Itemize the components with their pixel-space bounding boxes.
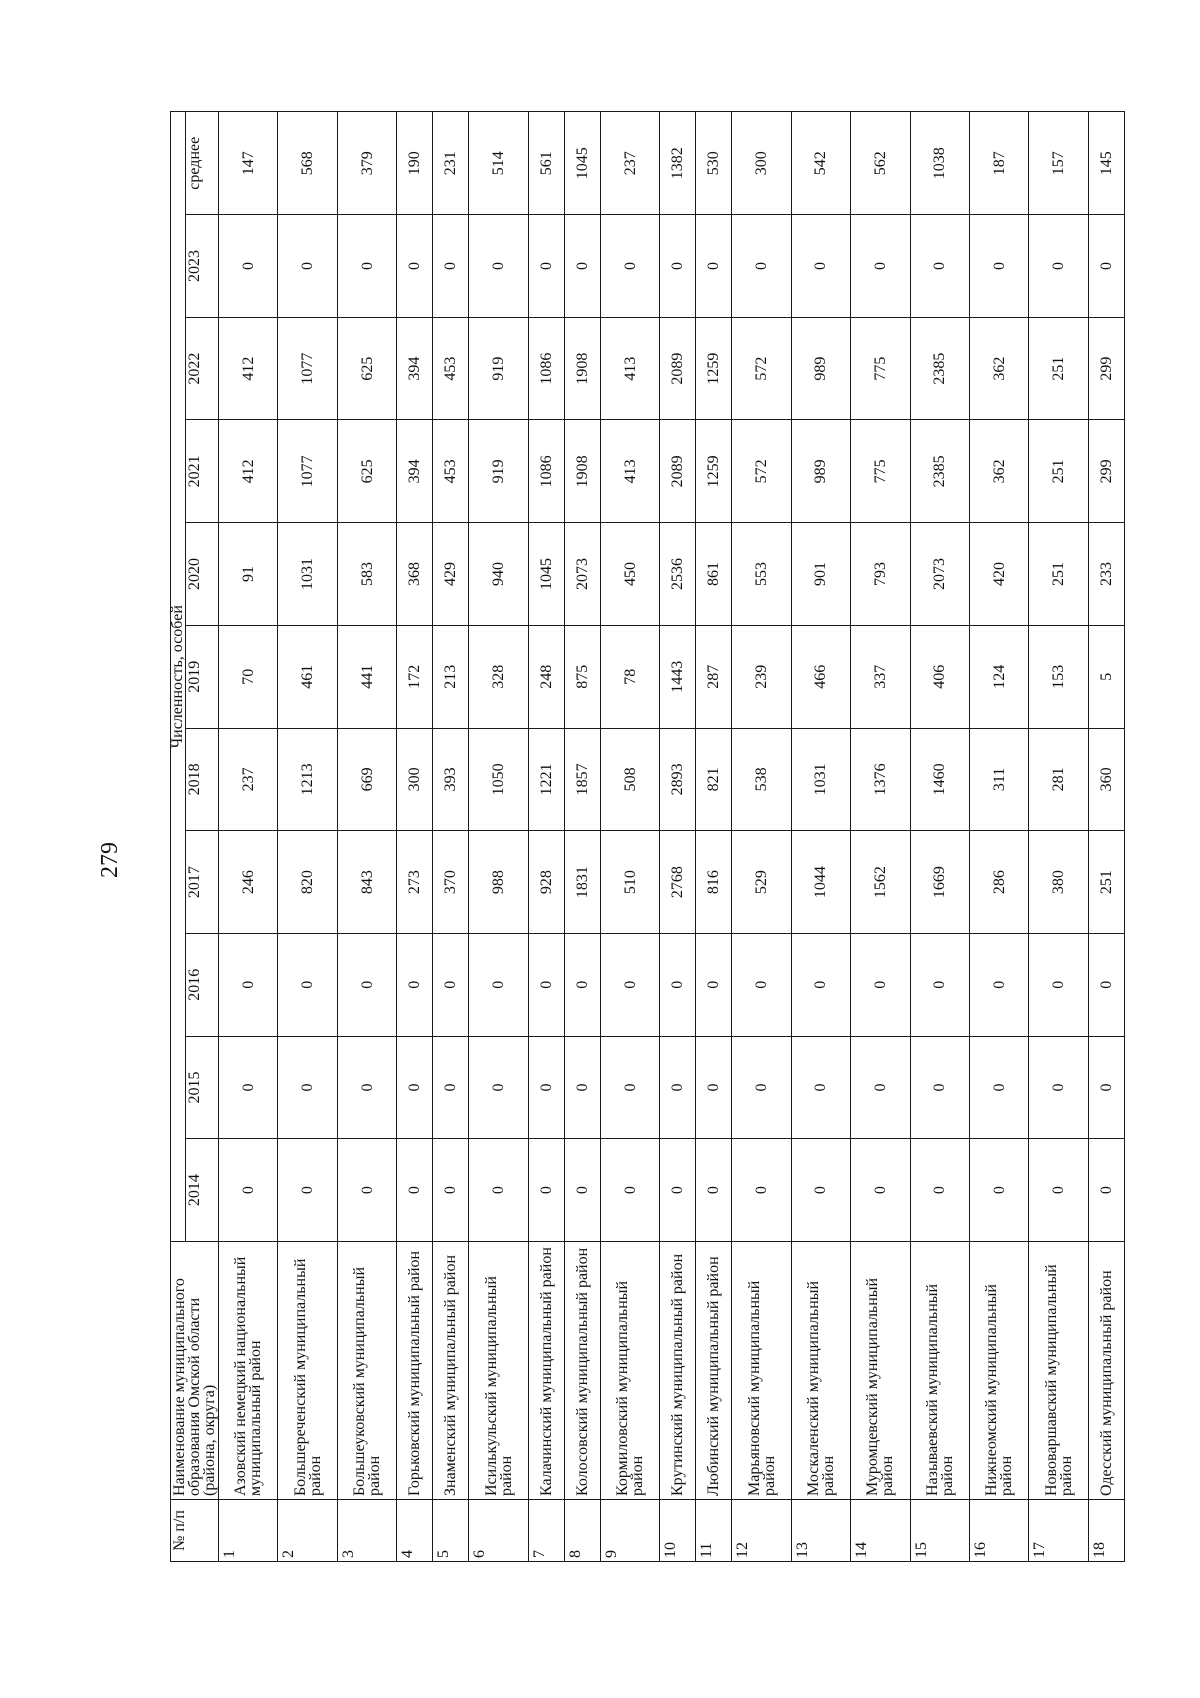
table-row [564, 112, 600, 1562]
count-cell: 0 [600, 215, 659, 318]
count-cell: 572 [732, 317, 791, 420]
average-cell: 190 [397, 112, 433, 215]
count-cell: 337 [851, 625, 910, 728]
count-cell: 928 [528, 831, 564, 934]
count-cell: 583 [337, 523, 396, 626]
average-cell: 568 [278, 112, 337, 215]
count-cell: 1460 [910, 728, 969, 831]
count-cell: 775 [851, 420, 910, 523]
average-cell: 231 [433, 112, 469, 215]
count-cell: 0 [219, 215, 278, 318]
count-cell: 466 [791, 625, 850, 728]
count-cell: 0 [696, 215, 732, 318]
count-cell: 901 [791, 523, 850, 626]
count-cell: 248 [528, 625, 564, 728]
count-cell: 1077 [278, 317, 337, 420]
count-cell: 669 [337, 728, 396, 831]
district-name: Нововаршавский муниципальный район [1029, 1242, 1088, 1500]
count-cell: 793 [851, 523, 910, 626]
population-table [170, 111, 1125, 1562]
count-cell: 821 [696, 728, 732, 831]
header-year: 2020 [186, 523, 219, 626]
count-cell: 0 [1029, 933, 1088, 1036]
count-cell: 0 [469, 215, 528, 318]
count-cell: 0 [660, 933, 696, 1036]
count-cell: 441 [337, 625, 396, 728]
count-cell: 0 [469, 1139, 528, 1242]
count-cell: 233 [1088, 523, 1124, 626]
count-cell: 508 [600, 728, 659, 831]
count-cell: 0 [528, 933, 564, 1036]
count-cell: 0 [970, 933, 1029, 1036]
count-cell: 988 [469, 831, 528, 934]
count-cell: 328 [469, 625, 528, 728]
count-cell: 0 [564, 933, 600, 1036]
count-cell: 0 [851, 933, 910, 1036]
count-cell: 0 [278, 933, 337, 1036]
count-cell: 0 [910, 215, 969, 318]
count-cell: 362 [970, 420, 1029, 523]
count-cell: 553 [732, 523, 791, 626]
count-cell: 1086 [528, 317, 564, 420]
count-cell: 1213 [278, 728, 337, 831]
table-body [219, 112, 1125, 1562]
row-number: 2 [278, 1500, 337, 1562]
count-cell: 251 [1029, 317, 1088, 420]
table-row [219, 112, 278, 1562]
count-cell: 2089 [660, 420, 696, 523]
count-cell: 281 [1029, 728, 1088, 831]
count-cell: 919 [469, 420, 528, 523]
count-cell: 0 [219, 1139, 278, 1242]
table-row [851, 112, 910, 1562]
header-year: 2023 [186, 215, 219, 318]
count-cell: 0 [469, 933, 528, 1036]
count-cell: 453 [433, 420, 469, 523]
count-cell: 0 [433, 1139, 469, 1242]
count-cell: 0 [791, 1036, 850, 1139]
table-row [397, 112, 433, 1562]
header-group: Численность, особей [171, 112, 186, 1242]
count-cell: 91 [219, 523, 278, 626]
count-cell: 1562 [851, 831, 910, 934]
count-cell: 2073 [910, 523, 969, 626]
header-name: Наименование муниципального образования Омской области (района, округа) [171, 1242, 219, 1500]
count-cell: 0 [1029, 1036, 1088, 1139]
count-cell: 0 [528, 1036, 564, 1139]
count-cell: 394 [397, 420, 433, 523]
table-row [337, 112, 396, 1562]
count-cell: 0 [696, 1036, 732, 1139]
average-cell: 1038 [910, 112, 969, 215]
count-cell: 0 [1088, 215, 1124, 318]
count-cell: 0 [660, 1036, 696, 1139]
average-cell: 300 [732, 112, 791, 215]
count-cell: 213 [433, 625, 469, 728]
count-cell: 0 [219, 1036, 278, 1139]
count-cell: 380 [1029, 831, 1088, 934]
count-cell: 0 [660, 215, 696, 318]
count-cell: 453 [433, 317, 469, 420]
count-cell: 251 [1088, 831, 1124, 934]
average-cell: 542 [791, 112, 850, 215]
count-cell: 0 [970, 215, 1029, 318]
row-number: 11 [696, 1500, 732, 1562]
row-number: 12 [732, 1500, 791, 1562]
count-cell: 394 [397, 317, 433, 420]
average-cell: 379 [337, 112, 396, 215]
count-cell: 0 [1088, 933, 1124, 1036]
count-cell: 0 [337, 1036, 396, 1139]
row-number: 9 [600, 1500, 659, 1562]
count-cell: 940 [469, 523, 528, 626]
district-name: Нижнеомский муниципальный район [970, 1242, 1029, 1500]
count-cell: 0 [564, 1139, 600, 1242]
count-cell: 1259 [696, 317, 732, 420]
count-cell: 0 [970, 1139, 1029, 1242]
count-cell: 0 [397, 215, 433, 318]
count-cell: 820 [278, 831, 337, 934]
row-number: 14 [851, 1500, 910, 1562]
average-cell: 1382 [660, 112, 696, 215]
count-cell: 0 [337, 1139, 396, 1242]
count-cell: 989 [791, 420, 850, 523]
count-cell: 287 [696, 625, 732, 728]
count-cell: 70 [219, 625, 278, 728]
count-cell: 0 [910, 1139, 969, 1242]
count-cell: 0 [337, 215, 396, 318]
count-cell: 1031 [278, 523, 337, 626]
count-cell: 2089 [660, 317, 696, 420]
count-cell: 0 [1088, 1139, 1124, 1242]
count-cell: 251 [1029, 420, 1088, 523]
count-cell: 0 [433, 1036, 469, 1139]
row-number: 8 [564, 1500, 600, 1562]
count-cell: 919 [469, 317, 528, 420]
table-row [732, 112, 791, 1562]
count-cell: 1908 [564, 317, 600, 420]
count-cell: 5 [1088, 625, 1124, 728]
table-row [1088, 112, 1124, 1562]
count-cell: 816 [696, 831, 732, 934]
rotated-table-container [169, 112, 1115, 1562]
count-cell: 0 [1029, 215, 1088, 318]
count-cell: 0 [910, 1036, 969, 1139]
count-cell: 360 [1088, 728, 1124, 831]
count-cell: 299 [1088, 317, 1124, 420]
count-cell: 0 [1088, 1036, 1124, 1139]
count-cell: 461 [278, 625, 337, 728]
count-cell: 510 [600, 831, 659, 934]
count-cell: 153 [1029, 625, 1088, 728]
count-cell: 450 [600, 523, 659, 626]
row-number: 16 [970, 1500, 1029, 1562]
header-year: 2015 [186, 1036, 219, 1139]
count-cell: 0 [791, 933, 850, 1036]
count-cell: 273 [397, 831, 433, 934]
count-cell: 286 [970, 831, 1029, 934]
row-number: 4 [397, 1500, 433, 1562]
count-cell: 362 [970, 317, 1029, 420]
header-year: 2014 [186, 1139, 219, 1242]
count-cell: 1050 [469, 728, 528, 831]
count-cell: 412 [219, 317, 278, 420]
count-cell: 0 [910, 933, 969, 1036]
row-number: 10 [660, 1500, 696, 1562]
count-cell: 0 [219, 933, 278, 1036]
count-cell: 429 [433, 523, 469, 626]
count-cell: 1221 [528, 728, 564, 831]
average-cell: 157 [1029, 112, 1088, 215]
average-cell: 187 [970, 112, 1029, 215]
district-name: Знаменский муниципальный район [433, 1242, 469, 1500]
average-cell: 562 [851, 112, 910, 215]
district-name: Калачинский муниципальный район [528, 1242, 564, 1500]
average-cell: 1045 [564, 112, 600, 215]
count-cell: 311 [970, 728, 1029, 831]
table-row [528, 112, 564, 1562]
count-cell: 2385 [910, 317, 969, 420]
count-cell: 2385 [910, 420, 969, 523]
count-cell: 2768 [660, 831, 696, 934]
row-number: 13 [791, 1500, 850, 1562]
count-cell: 0 [732, 933, 791, 1036]
count-cell: 0 [851, 1036, 910, 1139]
row-number: 17 [1029, 1500, 1088, 1562]
count-cell: 78 [600, 625, 659, 728]
count-cell: 0 [278, 215, 337, 318]
average-cell: 147 [219, 112, 278, 215]
count-cell: 0 [564, 215, 600, 318]
count-cell: 172 [397, 625, 433, 728]
count-cell: 412 [219, 420, 278, 523]
count-cell: 1077 [278, 420, 337, 523]
count-cell: 300 [397, 728, 433, 831]
count-cell: 0 [732, 1036, 791, 1139]
count-cell: 572 [732, 420, 791, 523]
count-cell: 538 [732, 728, 791, 831]
count-cell: 0 [528, 1139, 564, 1242]
district-name: Называевский муниципальный район [910, 1242, 969, 1500]
row-number: 1 [219, 1500, 278, 1562]
district-name: Крутинский муниципальный район [660, 1242, 696, 1500]
average-cell: 237 [600, 112, 659, 215]
count-cell: 393 [433, 728, 469, 831]
header-year: 2019 [186, 625, 219, 728]
count-cell: 299 [1088, 420, 1124, 523]
count-cell: 0 [397, 933, 433, 1036]
count-cell: 0 [696, 933, 732, 1036]
count-cell: 1857 [564, 728, 600, 831]
count-cell: 0 [397, 1139, 433, 1242]
count-cell: 413 [600, 420, 659, 523]
count-cell: 1259 [696, 420, 732, 523]
table-row [1029, 112, 1088, 1562]
count-cell: 0 [528, 215, 564, 318]
count-cell: 2073 [564, 523, 600, 626]
header-year: 2017 [186, 831, 219, 934]
count-cell: 124 [970, 625, 1029, 728]
table-row [970, 112, 1029, 1562]
count-cell: 861 [696, 523, 732, 626]
district-name: Марьяновский муниципальный район [732, 1242, 791, 1500]
district-name: Азовский немецкий национальный муниципальный район [219, 1242, 278, 1500]
header-num: № п/п [171, 1500, 219, 1562]
district-name: Большереченский муниципальный район [278, 1242, 337, 1500]
header-year: 2016 [186, 933, 219, 1036]
table-row [278, 112, 337, 1562]
count-cell: 1045 [528, 523, 564, 626]
count-cell: 2536 [660, 523, 696, 626]
count-cell: 1376 [851, 728, 910, 831]
count-cell: 1831 [564, 831, 600, 934]
average-cell: 514 [469, 112, 528, 215]
count-cell: 0 [1029, 1139, 1088, 1242]
table-row [696, 112, 732, 1562]
count-cell: 2893 [660, 728, 696, 831]
count-cell: 775 [851, 317, 910, 420]
district-name: Колосовский муниципальный район [564, 1242, 600, 1500]
table-row [469, 112, 528, 1562]
count-cell: 1044 [791, 831, 850, 934]
row-number: 5 [433, 1500, 469, 1562]
count-cell: 989 [791, 317, 850, 420]
header-year: 2022 [186, 317, 219, 420]
count-cell: 843 [337, 831, 396, 934]
district-name: Большеуковский муниципальный район [337, 1242, 396, 1500]
count-cell: 0 [433, 215, 469, 318]
count-cell: 1443 [660, 625, 696, 728]
count-cell: 0 [732, 1139, 791, 1242]
count-cell: 1086 [528, 420, 564, 523]
count-cell: 0 [600, 1139, 659, 1242]
count-cell: 1908 [564, 420, 600, 523]
district-name: Горьковский муниципальный район [397, 1242, 433, 1500]
count-cell: 0 [970, 1036, 1029, 1139]
count-cell: 875 [564, 625, 600, 728]
district-name: Исилькульский муниципальный район [469, 1242, 528, 1500]
row-number: 18 [1088, 1500, 1124, 1562]
row-number: 7 [528, 1500, 564, 1562]
count-cell: 0 [433, 933, 469, 1036]
count-cell: 0 [600, 1036, 659, 1139]
header-average: среднее [186, 112, 219, 215]
count-cell: 1669 [910, 831, 969, 934]
count-cell: 0 [397, 1036, 433, 1139]
count-cell: 625 [337, 317, 396, 420]
count-cell: 1031 [791, 728, 850, 831]
count-cell: 0 [696, 1139, 732, 1242]
row-number: 3 [337, 1500, 396, 1562]
count-cell: 0 [791, 215, 850, 318]
table-row [600, 112, 659, 1562]
count-cell: 0 [851, 1139, 910, 1242]
count-cell: 237 [219, 728, 278, 831]
count-cell: 406 [910, 625, 969, 728]
table-row [791, 112, 850, 1562]
count-cell: 239 [732, 625, 791, 728]
count-cell: 246 [219, 831, 278, 934]
count-cell: 370 [433, 831, 469, 934]
district-name: Любинский муниципальный район [696, 1242, 732, 1500]
count-cell: 368 [397, 523, 433, 626]
count-cell: 0 [564, 1036, 600, 1139]
row-number: 6 [469, 1500, 528, 1562]
count-cell: 0 [337, 933, 396, 1036]
table-row [910, 112, 969, 1562]
average-cell: 530 [696, 112, 732, 215]
count-cell: 0 [791, 1139, 850, 1242]
count-cell: 420 [970, 523, 1029, 626]
header-year: 2018 [186, 728, 219, 831]
count-cell: 251 [1029, 523, 1088, 626]
district-name: Кормиловский муниципальный район [600, 1242, 659, 1500]
count-cell: 0 [278, 1036, 337, 1139]
page-number: 279 [97, 842, 123, 878]
count-cell: 413 [600, 317, 659, 420]
count-cell: 0 [851, 215, 910, 318]
count-cell: 529 [732, 831, 791, 934]
count-cell: 0 [469, 1036, 528, 1139]
count-cell: 0 [278, 1139, 337, 1242]
district-name: Москаленский муниципальный район [791, 1242, 850, 1500]
count-cell: 0 [600, 933, 659, 1036]
count-cell: 0 [732, 215, 791, 318]
count-cell: 625 [337, 420, 396, 523]
row-number: 15 [910, 1500, 969, 1562]
district-name: Одесский муниципальный район [1088, 1242, 1124, 1500]
average-cell: 561 [528, 112, 564, 215]
count-cell: 0 [660, 1139, 696, 1242]
district-name: Муромцевский муниципальный район [851, 1242, 910, 1500]
table-row [433, 112, 469, 1562]
table-row [660, 112, 696, 1562]
average-cell: 145 [1088, 112, 1124, 215]
header-year: 2021 [186, 420, 219, 523]
